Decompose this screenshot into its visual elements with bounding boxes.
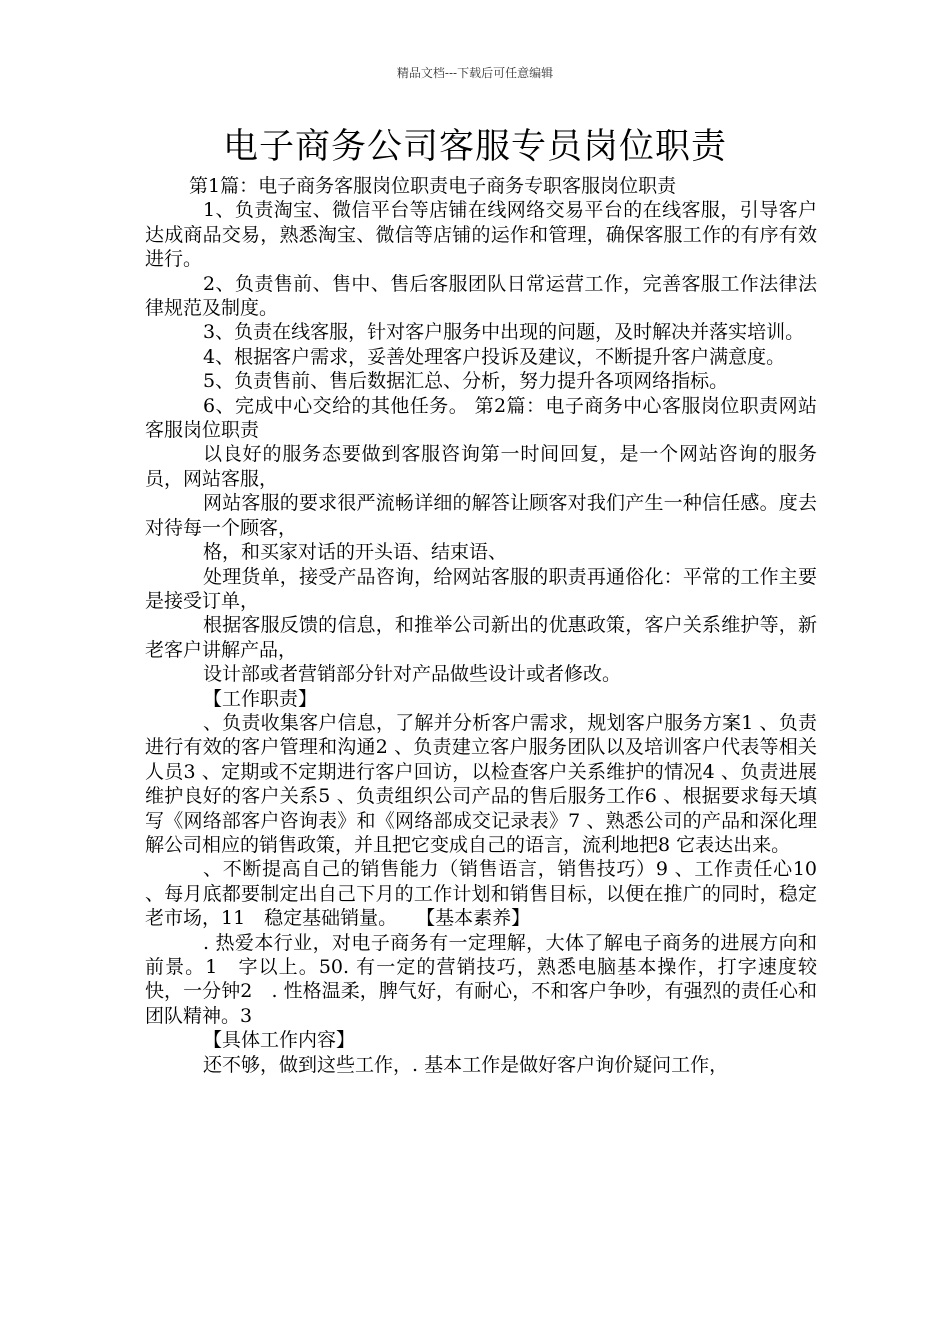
paragraph: 5、负责售前、售后数据汇总、分析，努力提升各项网络指标。 [203,370,729,393]
paragraph: 3、负责在线客服，针对客户服务中出现的问题，及时解决并落实培训。 [203,321,805,344]
paragraph: 2、负责售前、售中、售后客服团队日常运营工作，完善客服工作法律法律规范及制度。 [145,272,817,320]
paragraph: 处理货单，接受产品咨询，给网站客服的职责再通俗化：平常的工作主要是接受订单， [145,565,817,612]
paragraph: 格，和买家对话的开头语、结束语、 [203,541,508,564]
paragraph: 根据客服反馈的信息，和推举公司新出的优惠政策，客户关系维护等，新老客户讲解产品， [145,614,817,661]
paragraph: 还不够，做到这些工作，. 基本工作是做好客户询价疑问工作， [203,1053,729,1076]
page-header: 精品文档---下载后可任意编辑 [396,66,554,80]
paragraph: 、不断提高自己的销售能力（销售语言，销售技巧）9 、工作责任心10 、每月底都要制定出自己下月的工作计划和销售目标，以便在推广的同时，稳定老市场，11 稳定基础销量。 【基本素养】 [145,858,817,930]
paragraph: 、负责收集客户信息，了解并分析客户需求，规划客户服务方案1 、负责进行有效的客户管理和沟通2 、负责建立客户服务团队以及培训客户代表等相关人员3 、定期或不定期进行客户回访，以检查客户关系维护的情况4 、负责进展维护良好的客户关系5 、负责组织公司产品的售后服务工作6 、根据要求每天填写《网络部客户咨询表》和《网络部成交记录表》7 、熟悉公司的产品和深化理解公司相应的销售政策，并且把它变成自己的语言，流利地把8 它表达出来。 [145,711,817,856]
paragraph: 1、负责淘宝、微信平台等店铺在线网络交易平台的在线客服，引导客户达成商品交易，熟悉淘宝、微信等店铺的运作和管理，确保客服工作的有序有效进行。 [145,199,817,271]
paragraph: 设计部或者营销部分针对产品做些设计或者修改。 [203,663,622,686]
document-title: 电子商务公司客服专员岗位职责 [222,127,727,167]
paragraph: 【工作职责】 [203,687,318,710]
paragraph: 网站客服的要求很严流畅详细的解答让顾客对我们产生一种信任感。度去对待每一个顾客， [145,492,817,539]
document-body [145,174,817,1077]
paragraph: 6、完成中心交给的其他任务。 第2篇：电子商务中心客服岗位职责网站客服岗位职责 [145,394,817,442]
paragraph: 第1篇：电子商务客服岗位职责电子商务专职客服岗位职责 [189,175,677,197]
paragraph: 4、根据客户需求，妥善处理客户投诉及建议，不断提升客户满意度。 [203,345,786,368]
paragraph: 以良好的服务态要做到客服咨询第一时间回复，是一个网站咨询的服务员，网站客服， [145,443,817,490]
paragraph: 【具体工作内容】 [203,1029,356,1052]
paragraph: . 热爱本行业，对电子商务有一定理解，大体了解电子商务的进展方向和前景。1 字以上。50. 有一定的营销技巧，熟悉电脑基本操作，打字速度较快，一分钟2 . 性格温柔，脾气好，有耐心，不和客户争吵，有强烈的责任心和团队精神。3 [145,931,817,1027]
